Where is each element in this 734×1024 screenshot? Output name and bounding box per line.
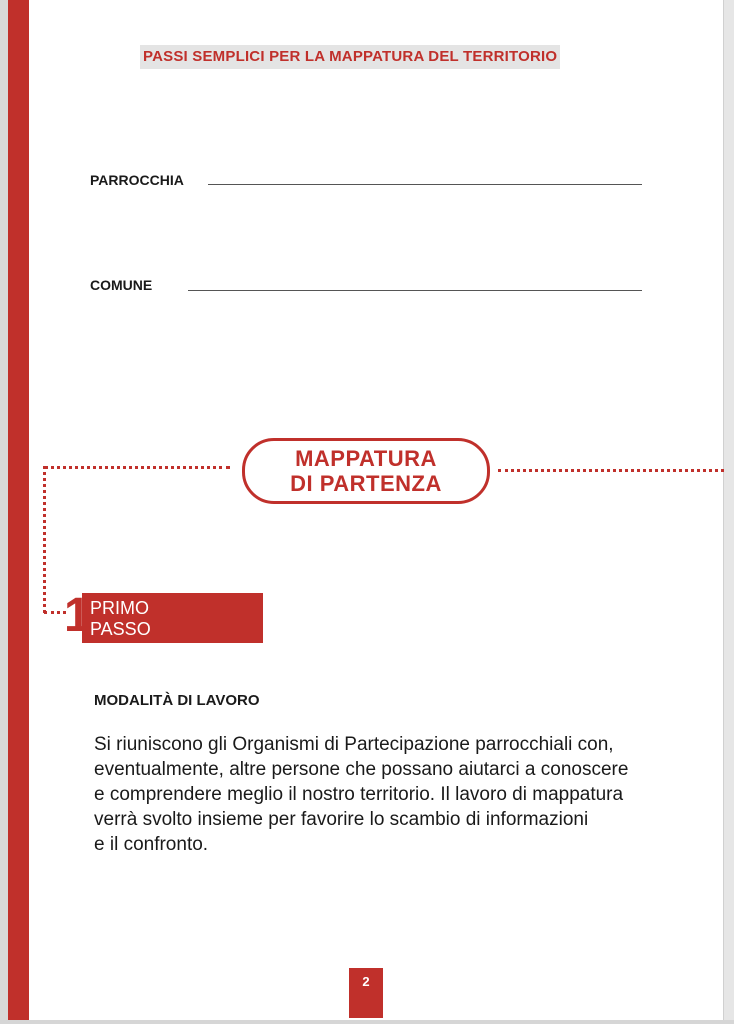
body-paragraph (94, 732, 714, 857)
body-line: e comprendere meglio il nostro territorio. Il lavoro di mappatura (94, 784, 624, 805)
bottom-page-edge (0, 1020, 734, 1024)
dotted-connector-vertical (43, 466, 46, 613)
left-page-edge (0, 0, 8, 1024)
step-label-line1: PRIMO (90, 598, 150, 618)
parrocchia-label: PARROCCHIA (90, 172, 184, 188)
right-page-edge (723, 0, 734, 1024)
step-label-line2: PASSO (90, 619, 151, 639)
body-line: eventualmente, altre persone che possano aiutarci a conoscere (94, 759, 629, 780)
dotted-connector-left (44, 466, 230, 469)
page-number: 2 (362, 974, 370, 989)
comune-fill-line (188, 290, 642, 291)
body-line: verrà svolto insieme per favorire lo scambio di informazioni (94, 809, 589, 830)
dotted-connector-right (498, 469, 724, 472)
section-title-line2: DI PARTENZA (290, 471, 442, 496)
subheading: MODALITÀ DI LAVORO (94, 692, 260, 709)
section-title-line1: MAPPATURA (295, 446, 437, 471)
parrocchia-fill-line (208, 184, 642, 185)
dotted-connector-bottom (44, 611, 66, 614)
comune-label: COMUNE (90, 277, 153, 293)
body-line: Si riuniscono gli Organismi di Partecipazione parrocchiali con, (94, 734, 614, 755)
red-side-band (8, 0, 29, 1024)
page-header-title: PASSI SEMPLICI PER LA MAPPATURA DEL TERRITORIO (140, 45, 560, 69)
step-label (90, 598, 151, 640)
section-title-pill (242, 438, 490, 504)
body-line: e il confronto. (94, 834, 209, 855)
step-number: 1 (64, 589, 91, 642)
